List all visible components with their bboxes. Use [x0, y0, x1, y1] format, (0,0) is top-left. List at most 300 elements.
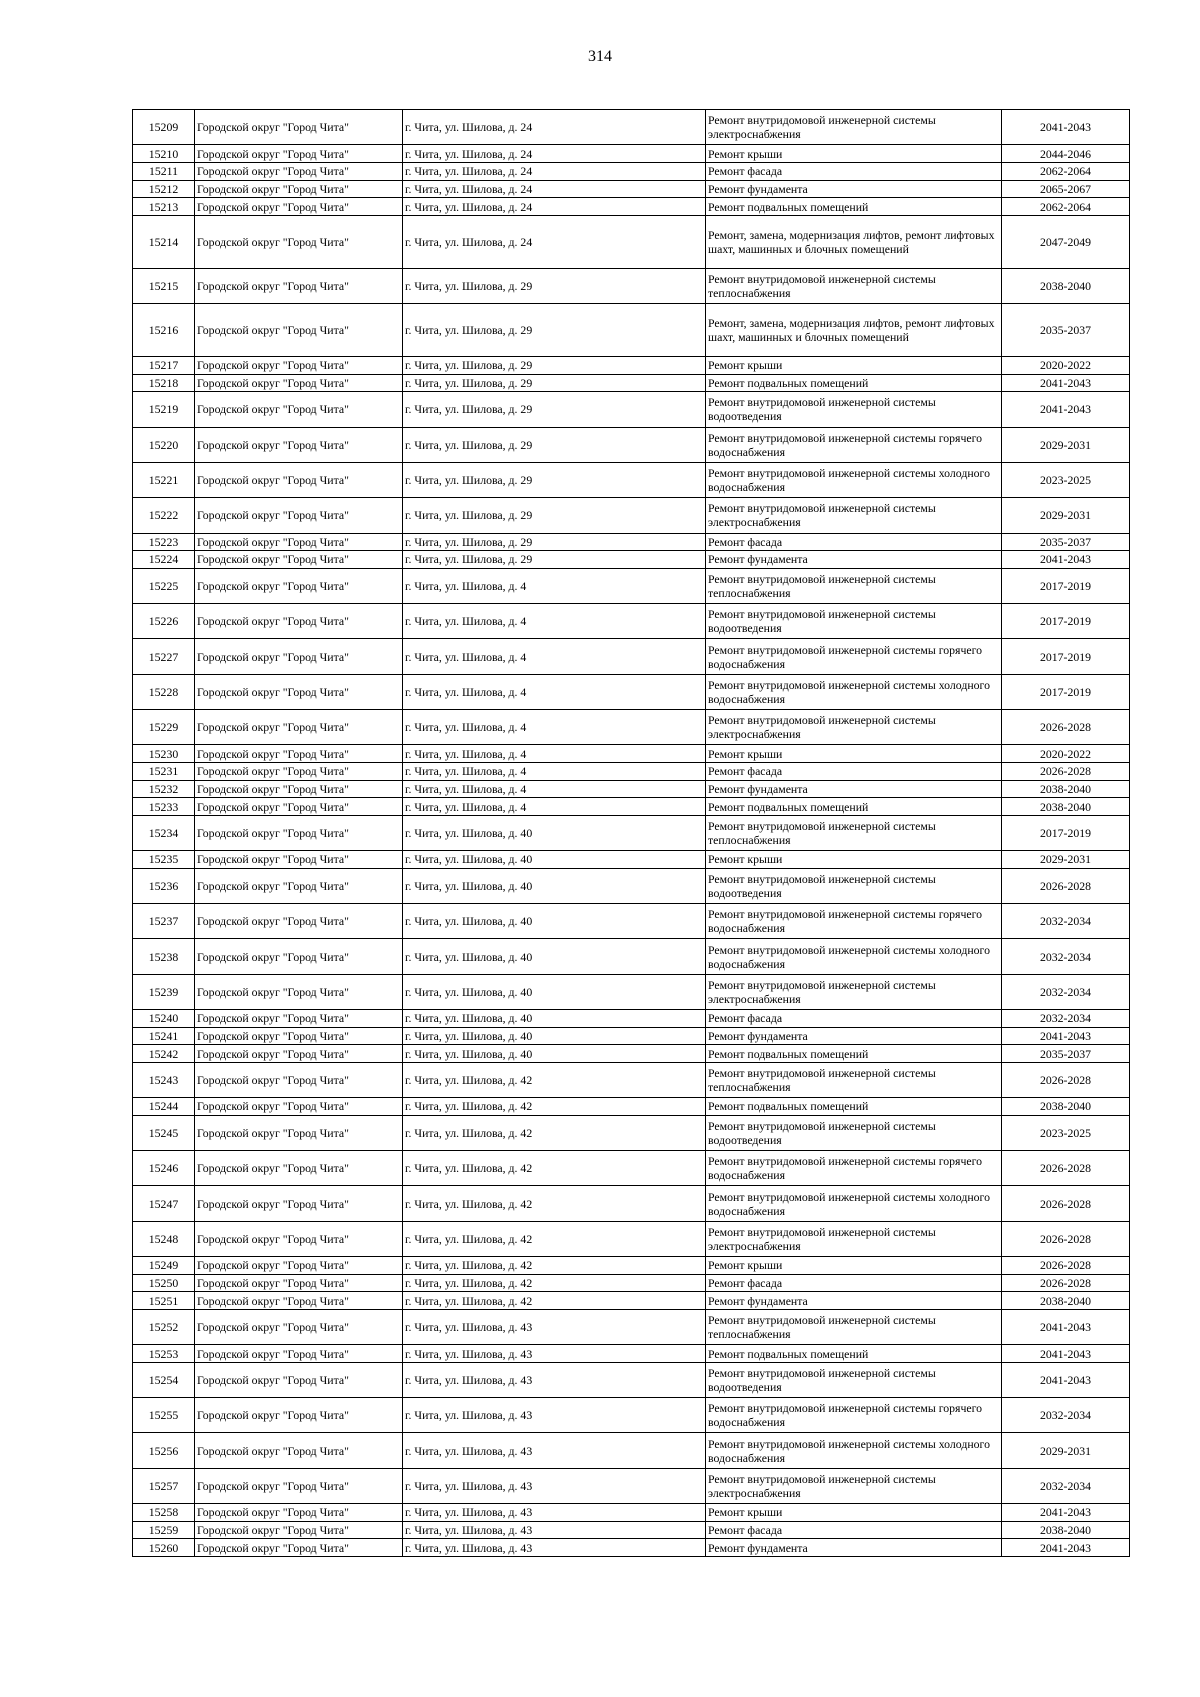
row-number: 15246 [133, 1151, 195, 1186]
work-type-cell: Ремонт подвальных помещений [706, 1345, 1002, 1363]
table-row [133, 745, 1130, 763]
table-row [133, 1221, 1130, 1256]
table-row [133, 851, 1130, 869]
period-cell: 2026-2028 [1002, 1274, 1130, 1292]
period-cell: 2020-2022 [1002, 357, 1130, 375]
period-cell: 2038-2040 [1002, 1521, 1130, 1539]
address-cell: г. Чита, ул. Шилова, д. 43 [403, 1468, 706, 1503]
table-row [133, 1186, 1130, 1221]
address-cell: г. Чита, ул. Шилова, д. 40 [403, 815, 706, 850]
table-row [133, 1009, 1130, 1027]
row-number: 15227 [133, 639, 195, 674]
address-cell: г. Чита, ул. Шилова, д. 4 [403, 745, 706, 763]
period-cell: 2026-2028 [1002, 709, 1130, 744]
municipality-cell: Городской округ "Город Чита" [195, 1045, 403, 1063]
row-number: 15209 [133, 110, 195, 145]
row-number: 15253 [133, 1345, 195, 1363]
table-row [133, 1539, 1130, 1557]
row-number: 15241 [133, 1027, 195, 1045]
address-cell: г. Чита, ул. Шилова, д. 43 [403, 1362, 706, 1397]
work-type-cell: Ремонт фасада [706, 533, 1002, 551]
municipality-cell: Городской округ "Город Чита" [195, 427, 403, 462]
address-cell: г. Чита, ул. Шилова, д. 4 [403, 762, 706, 780]
work-type-cell: Ремонт подвальных помещений [706, 198, 1002, 216]
work-type-cell: Ремонт внутридомовой инженерной системы электроснабжения [706, 498, 1002, 533]
table-row [133, 162, 1130, 180]
period-cell: 2026-2028 [1002, 868, 1130, 903]
address-cell: г. Чита, ул. Шилова, д. 43 [403, 1309, 706, 1344]
period-cell: 2029-2031 [1002, 427, 1130, 462]
repair-schedule-table [132, 109, 1130, 1557]
period-cell: 2038-2040 [1002, 780, 1130, 798]
work-type-cell: Ремонт фасада [706, 1521, 1002, 1539]
table-row [133, 1468, 1130, 1503]
row-number: 15242 [133, 1045, 195, 1063]
municipality-cell: Городской округ "Город Чита" [195, 568, 403, 603]
period-cell: 2035-2037 [1002, 1045, 1130, 1063]
municipality-cell: Городской округ "Город Чита" [195, 1433, 403, 1468]
address-cell: г. Чита, ул. Шилова, д. 4 [403, 674, 706, 709]
municipality-cell: Городской округ "Город Чита" [195, 1362, 403, 1397]
municipality-cell: Городской округ "Город Чита" [195, 762, 403, 780]
address-cell: г. Чита, ул. Шилова, д. 42 [403, 1292, 706, 1310]
work-type-cell: Ремонт фасада [706, 1009, 1002, 1027]
row-number: 15221 [133, 462, 195, 497]
municipality-cell: Городской округ "Город Чита" [195, 392, 403, 427]
row-number: 15214 [133, 215, 195, 268]
period-cell: 2038-2040 [1002, 798, 1130, 816]
period-cell: 2017-2019 [1002, 604, 1130, 639]
address-cell: г. Чита, ул. Шилова, д. 43 [403, 1521, 706, 1539]
work-type-cell: Ремонт внутридомовой инженерной системы горячего водоснабжения [706, 1151, 1002, 1186]
table-row [133, 1362, 1130, 1397]
period-cell: 2035-2037 [1002, 533, 1130, 551]
table-row [133, 709, 1130, 744]
period-cell: 2062-2064 [1002, 198, 1130, 216]
period-cell: 2017-2019 [1002, 639, 1130, 674]
table-row [133, 1045, 1130, 1063]
row-number: 15257 [133, 1468, 195, 1503]
period-cell: 2029-2031 [1002, 851, 1130, 869]
row-number: 15222 [133, 498, 195, 533]
table-row [133, 674, 1130, 709]
municipality-cell: Городской округ "Город Чита" [195, 145, 403, 163]
table-row [133, 1521, 1130, 1539]
municipality-cell: Городской округ "Город Чита" [195, 1151, 403, 1186]
period-cell: 2017-2019 [1002, 674, 1130, 709]
address-cell: г. Чита, ул. Шилова, д. 40 [403, 868, 706, 903]
table-row [133, 1309, 1130, 1344]
work-type-cell: Ремонт внутридомовой инженерной системы горячего водоснабжения [706, 427, 1002, 462]
address-cell: г. Чита, ул. Шилова, д. 29 [403, 374, 706, 392]
work-type-cell: Ремонт внутридомовой инженерной системы электроснабжения [706, 1468, 1002, 1503]
table-row [133, 533, 1130, 551]
work-type-cell: Ремонт крыши [706, 1257, 1002, 1275]
period-cell: 2041-2043 [1002, 110, 1130, 145]
work-type-cell: Ремонт внутридомовой инженерной системы водоотведения [706, 392, 1002, 427]
work-type-cell: Ремонт подвальных помещений [706, 798, 1002, 816]
municipality-cell: Городской округ "Город Чита" [195, 1221, 403, 1256]
row-number: 15258 [133, 1504, 195, 1522]
work-type-cell: Ремонт крыши [706, 851, 1002, 869]
address-cell: г. Чита, ул. Шилова, д. 43 [403, 1345, 706, 1363]
work-type-cell: Ремонт внутридомовой инженерной системы горячего водоснабжения [706, 1398, 1002, 1433]
period-cell: 2041-2043 [1002, 551, 1130, 569]
row-number: 15218 [133, 374, 195, 392]
work-type-cell: Ремонт фундамента [706, 1292, 1002, 1310]
address-cell: г. Чита, ул. Шилова, д. 24 [403, 162, 706, 180]
period-cell: 2041-2043 [1002, 374, 1130, 392]
address-cell: г. Чита, ул. Шилова, д. 24 [403, 110, 706, 145]
work-type-cell: Ремонт внутридомовой инженерной системы горячего водоснабжения [706, 904, 1002, 939]
table-row [133, 1098, 1130, 1116]
row-number: 15219 [133, 392, 195, 427]
work-type-cell: Ремонт внутридомовой инженерной системы теплоснабжения [706, 1062, 1002, 1097]
row-number: 15210 [133, 145, 195, 163]
work-type-cell: Ремонт внутридомовой инженерной системы водоотведения [706, 1362, 1002, 1397]
work-type-cell: Ремонт внутридомовой инженерной системы электроснабжения [706, 709, 1002, 744]
row-number: 15250 [133, 1274, 195, 1292]
municipality-cell: Городской округ "Город Чита" [195, 1062, 403, 1097]
address-cell: г. Чита, ул. Шилова, д. 42 [403, 1186, 706, 1221]
period-cell: 2065-2067 [1002, 180, 1130, 198]
address-cell: г. Чита, ул. Шилова, д. 4 [403, 568, 706, 603]
municipality-cell: Городской округ "Город Чита" [195, 551, 403, 569]
address-cell: г. Чита, ул. Шилова, д. 29 [403, 427, 706, 462]
municipality-cell: Городской округ "Город Чита" [195, 851, 403, 869]
municipality-cell: Городской округ "Город Чита" [195, 1257, 403, 1275]
period-cell: 2026-2028 [1002, 1221, 1130, 1256]
row-number: 15259 [133, 1521, 195, 1539]
address-cell: г. Чита, ул. Шилова, д. 42 [403, 1257, 706, 1275]
row-number: 15225 [133, 568, 195, 603]
work-type-cell: Ремонт крыши [706, 145, 1002, 163]
municipality-cell: Городской округ "Город Чита" [195, 939, 403, 974]
period-cell: 2017-2019 [1002, 815, 1130, 850]
row-number: 15233 [133, 798, 195, 816]
municipality-cell: Городской округ "Город Чита" [195, 868, 403, 903]
municipality-cell: Городской округ "Город Чита" [195, 462, 403, 497]
municipality-cell: Городской округ "Город Чита" [195, 780, 403, 798]
row-number: 15238 [133, 939, 195, 974]
work-type-cell: Ремонт подвальных помещений [706, 1098, 1002, 1116]
row-number: 15231 [133, 762, 195, 780]
address-cell: г. Чита, ул. Шилова, д. 43 [403, 1433, 706, 1468]
row-number: 15237 [133, 904, 195, 939]
period-cell: 2047-2049 [1002, 215, 1130, 268]
period-cell: 2035-2037 [1002, 304, 1130, 357]
work-type-cell: Ремонт, замена, модернизация лифтов, ремонт лифтовых шахт, машинных и блочных помещений [706, 304, 1002, 357]
period-cell: 2023-2025 [1002, 1115, 1130, 1150]
work-type-cell: Ремонт фундамента [706, 1539, 1002, 1557]
municipality-cell: Городской округ "Город Чита" [195, 639, 403, 674]
period-cell: 2041-2043 [1002, 392, 1130, 427]
work-type-cell: Ремонт фундамента [706, 780, 1002, 798]
period-cell: 2032-2034 [1002, 1009, 1130, 1027]
row-number: 15252 [133, 1309, 195, 1344]
work-type-cell: Ремонт крыши [706, 745, 1002, 763]
work-type-cell: Ремонт фундамента [706, 180, 1002, 198]
work-type-cell: Ремонт внутридомовой инженерной системы электроснабжения [706, 110, 1002, 145]
table-row [133, 357, 1130, 375]
row-number: 15215 [133, 268, 195, 303]
municipality-cell: Городской округ "Город Чита" [195, 304, 403, 357]
work-type-cell: Ремонт внутридомовой инженерной системы теплоснабжения [706, 268, 1002, 303]
period-cell: 2017-2019 [1002, 568, 1130, 603]
municipality-cell: Городской округ "Город Чита" [195, 798, 403, 816]
municipality-cell: Городской округ "Город Чита" [195, 1345, 403, 1363]
period-cell: 2029-2031 [1002, 498, 1130, 533]
table-row [133, 1274, 1130, 1292]
row-number: 15254 [133, 1362, 195, 1397]
row-number: 15236 [133, 868, 195, 903]
period-cell: 2032-2034 [1002, 974, 1130, 1009]
row-number: 15212 [133, 180, 195, 198]
municipality-cell: Городской округ "Город Чита" [195, 162, 403, 180]
address-cell: г. Чита, ул. Шилова, д. 4 [403, 780, 706, 798]
table-row [133, 498, 1130, 533]
municipality-cell: Городской округ "Город Чита" [195, 1027, 403, 1045]
municipality-cell: Городской округ "Город Чита" [195, 1504, 403, 1522]
work-type-cell: Ремонт внутридомовой инженерной системы холодного водоснабжения [706, 674, 1002, 709]
address-cell: г. Чита, ул. Шилова, д. 40 [403, 904, 706, 939]
period-cell: 2032-2034 [1002, 1398, 1130, 1433]
work-type-cell: Ремонт внутридомовой инженерной системы холодного водоснабжения [706, 939, 1002, 974]
work-type-cell: Ремонт внутридомовой инженерной системы горячего водоснабжения [706, 639, 1002, 674]
table-row [133, 974, 1130, 1009]
table-row [133, 110, 1130, 145]
address-cell: г. Чита, ул. Шилова, д. 24 [403, 215, 706, 268]
row-number: 15228 [133, 674, 195, 709]
period-cell: 2041-2043 [1002, 1362, 1130, 1397]
address-cell: г. Чита, ул. Шилова, д. 42 [403, 1098, 706, 1116]
address-cell: г. Чита, ул. Шилова, д. 29 [403, 392, 706, 427]
row-number: 15217 [133, 357, 195, 375]
work-type-cell: Ремонт внутридомовой инженерной системы водоотведения [706, 868, 1002, 903]
row-number: 15247 [133, 1186, 195, 1221]
table-row [133, 1398, 1130, 1433]
row-number: 15251 [133, 1292, 195, 1310]
period-cell: 2029-2031 [1002, 1433, 1130, 1468]
period-cell: 2032-2034 [1002, 904, 1130, 939]
municipality-cell: Городской округ "Город Чита" [195, 498, 403, 533]
municipality-cell: Городской округ "Город Чита" [195, 1539, 403, 1557]
municipality-cell: Городской округ "Город Чита" [195, 1009, 403, 1027]
table-row [133, 939, 1130, 974]
address-cell: г. Чита, ул. Шилова, д. 43 [403, 1504, 706, 1522]
address-cell: г. Чита, ул. Шилова, д. 29 [403, 498, 706, 533]
address-cell: г. Чита, ул. Шилова, д. 4 [403, 709, 706, 744]
table-row [133, 180, 1130, 198]
work-type-cell: Ремонт внутридомовой инженерной системы теплоснабжения [706, 568, 1002, 603]
row-number: 15211 [133, 162, 195, 180]
period-cell: 2023-2025 [1002, 462, 1130, 497]
period-cell: 2026-2028 [1002, 762, 1130, 780]
row-number: 15213 [133, 198, 195, 216]
row-number: 15234 [133, 815, 195, 850]
row-number: 15226 [133, 604, 195, 639]
period-cell: 2026-2028 [1002, 1257, 1130, 1275]
table-row [133, 1151, 1130, 1186]
municipality-cell: Городской округ "Город Чита" [195, 1521, 403, 1539]
work-type-cell: Ремонт внутридомовой инженерной системы электроснабжения [706, 1221, 1002, 1256]
municipality-cell: Городской округ "Город Чита" [195, 1398, 403, 1433]
address-cell: г. Чита, ул. Шилова, д. 40 [403, 1027, 706, 1045]
period-cell: 2038-2040 [1002, 1098, 1130, 1116]
municipality-cell: Городской округ "Город Чита" [195, 1186, 403, 1221]
row-number: 15216 [133, 304, 195, 357]
work-type-cell: Ремонт внутридомовой инженерной системы холодного водоснабжения [706, 1433, 1002, 1468]
period-cell: 2062-2064 [1002, 162, 1130, 180]
table-row [133, 639, 1130, 674]
row-number: 15232 [133, 780, 195, 798]
table-row [133, 815, 1130, 850]
table-row [133, 427, 1130, 462]
row-number: 15244 [133, 1098, 195, 1116]
address-cell: г. Чита, ул. Шилова, д. 29 [403, 462, 706, 497]
row-number: 15220 [133, 427, 195, 462]
address-cell: г. Чита, ул. Шилова, д. 40 [403, 974, 706, 1009]
work-type-cell: Ремонт внутридомовой инженерной системы водоотведения [706, 1115, 1002, 1150]
work-type-cell: Ремонт фасада [706, 162, 1002, 180]
work-type-cell: Ремонт фасада [706, 1274, 1002, 1292]
table-row [133, 868, 1130, 903]
municipality-cell: Городской округ "Город Чита" [195, 709, 403, 744]
table-row [133, 268, 1130, 303]
address-cell: г. Чита, ул. Шилова, д. 42 [403, 1274, 706, 1292]
address-cell: г. Чита, ул. Шилова, д. 42 [403, 1115, 706, 1150]
work-type-cell: Ремонт подвальных помещений [706, 1045, 1002, 1063]
address-cell: г. Чита, ул. Шилова, д. 29 [403, 268, 706, 303]
period-cell: 2038-2040 [1002, 1292, 1130, 1310]
row-number: 15255 [133, 1398, 195, 1433]
table-row [133, 568, 1130, 603]
municipality-cell: Городской округ "Город Чита" [195, 1274, 403, 1292]
address-cell: г. Чита, ул. Шилова, д. 40 [403, 1009, 706, 1027]
municipality-cell: Городской округ "Город Чита" [195, 180, 403, 198]
table-row [133, 762, 1130, 780]
work-type-cell: Ремонт крыши [706, 357, 1002, 375]
work-type-cell: Ремонт внутридомовой инженерной системы электроснабжения [706, 974, 1002, 1009]
municipality-cell: Городской округ "Город Чита" [195, 904, 403, 939]
address-cell: г. Чита, ул. Шилова, д. 29 [403, 533, 706, 551]
period-cell: 2026-2028 [1002, 1186, 1130, 1221]
address-cell: г. Чита, ул. Шилова, д. 4 [403, 798, 706, 816]
table-row [133, 904, 1130, 939]
row-number: 15223 [133, 533, 195, 551]
period-cell: 2032-2034 [1002, 939, 1130, 974]
table-row [133, 145, 1130, 163]
work-type-cell: Ремонт крыши [706, 1504, 1002, 1522]
work-type-cell: Ремонт внутридомовой инженерной системы теплоснабжения [706, 815, 1002, 850]
table-row [133, 462, 1130, 497]
table-row [133, 604, 1130, 639]
table-row [133, 1345, 1130, 1363]
period-cell: 2041-2043 [1002, 1539, 1130, 1557]
address-cell: г. Чита, ул. Шилова, д. 43 [403, 1398, 706, 1433]
work-type-cell: Ремонт внутридомовой инженерной системы теплоснабжения [706, 1309, 1002, 1344]
table-row [133, 1504, 1130, 1522]
work-type-cell: Ремонт фундамента [706, 1027, 1002, 1045]
address-cell: г. Чита, ул. Шилова, д. 40 [403, 1045, 706, 1063]
municipality-cell: Городской округ "Город Чита" [195, 974, 403, 1009]
work-type-cell: Ремонт подвальных помещений [706, 374, 1002, 392]
period-cell: 2041-2043 [1002, 1504, 1130, 1522]
row-number: 15229 [133, 709, 195, 744]
table-row [133, 1027, 1130, 1045]
municipality-cell: Городской округ "Город Чита" [195, 198, 403, 216]
period-cell: 2026-2028 [1002, 1062, 1130, 1097]
municipality-cell: Городской округ "Город Чита" [195, 1115, 403, 1150]
address-cell: г. Чита, ул. Шилова, д. 4 [403, 639, 706, 674]
work-type-cell: Ремонт, замена, модернизация лифтов, ремонт лифтовых шахт, машинных и блочных помещений [706, 215, 1002, 268]
page-number: 314 [588, 48, 612, 65]
row-number: 15248 [133, 1221, 195, 1256]
address-cell: г. Чита, ул. Шилова, д. 24 [403, 145, 706, 163]
table-row [133, 304, 1130, 357]
municipality-cell: Городской округ "Город Чита" [195, 745, 403, 763]
period-cell: 2020-2022 [1002, 745, 1130, 763]
period-cell: 2038-2040 [1002, 268, 1130, 303]
municipality-cell: Городской округ "Город Чита" [195, 357, 403, 375]
municipality-cell: Городской округ "Город Чита" [195, 110, 403, 145]
address-cell: г. Чита, ул. Шилова, д. 42 [403, 1151, 706, 1186]
table-row [133, 1062, 1130, 1097]
table-row [133, 1433, 1130, 1468]
table-row [133, 1257, 1130, 1275]
period-cell: 2026-2028 [1002, 1151, 1130, 1186]
table-row [133, 780, 1130, 798]
municipality-cell: Городской округ "Город Чита" [195, 374, 403, 392]
address-cell: г. Чита, ул. Шилова, д. 24 [403, 180, 706, 198]
work-type-cell: Ремонт внутридомовой инженерной системы холодного водоснабжения [706, 1186, 1002, 1221]
row-number: 15245 [133, 1115, 195, 1150]
municipality-cell: Городской округ "Город Чита" [195, 533, 403, 551]
municipality-cell: Городской округ "Город Чита" [195, 1468, 403, 1503]
row-number: 15224 [133, 551, 195, 569]
row-number: 15240 [133, 1009, 195, 1027]
address-cell: г. Чита, ул. Шилова, д. 4 [403, 604, 706, 639]
table-row [133, 215, 1130, 268]
row-number: 15230 [133, 745, 195, 763]
work-type-cell: Ремонт внутридомовой инженерной системы водоотведения [706, 604, 1002, 639]
work-type-cell: Ремонт внутридомовой инженерной системы холодного водоснабжения [706, 462, 1002, 497]
row-number: 15249 [133, 1257, 195, 1275]
municipality-cell: Городской округ "Город Чита" [195, 268, 403, 303]
row-number: 15235 [133, 851, 195, 869]
table-row [133, 392, 1130, 427]
address-cell: г. Чита, ул. Шилова, д. 43 [403, 1539, 706, 1557]
row-number: 15243 [133, 1062, 195, 1097]
period-cell: 2032-2034 [1002, 1468, 1130, 1503]
table-row [133, 374, 1130, 392]
municipality-cell: Городской округ "Город Чита" [195, 1309, 403, 1344]
municipality-cell: Городской округ "Город Чита" [195, 815, 403, 850]
period-cell: 2041-2043 [1002, 1027, 1130, 1045]
row-number: 15260 [133, 1539, 195, 1557]
address-cell: г. Чита, ул. Шилова, д. 29 [403, 551, 706, 569]
municipality-cell: Городской округ "Город Чита" [195, 215, 403, 268]
work-type-cell: Ремонт фасада [706, 762, 1002, 780]
table-row [133, 198, 1130, 216]
address-cell: г. Чита, ул. Шилова, д. 40 [403, 851, 706, 869]
table-body [133, 110, 1130, 1557]
work-type-cell: Ремонт фундамента [706, 551, 1002, 569]
table-row [133, 1115, 1130, 1150]
municipality-cell: Городской округ "Город Чита" [195, 674, 403, 709]
address-cell: г. Чита, ул. Шилова, д. 42 [403, 1062, 706, 1097]
municipality-cell: Городской округ "Город Чита" [195, 604, 403, 639]
